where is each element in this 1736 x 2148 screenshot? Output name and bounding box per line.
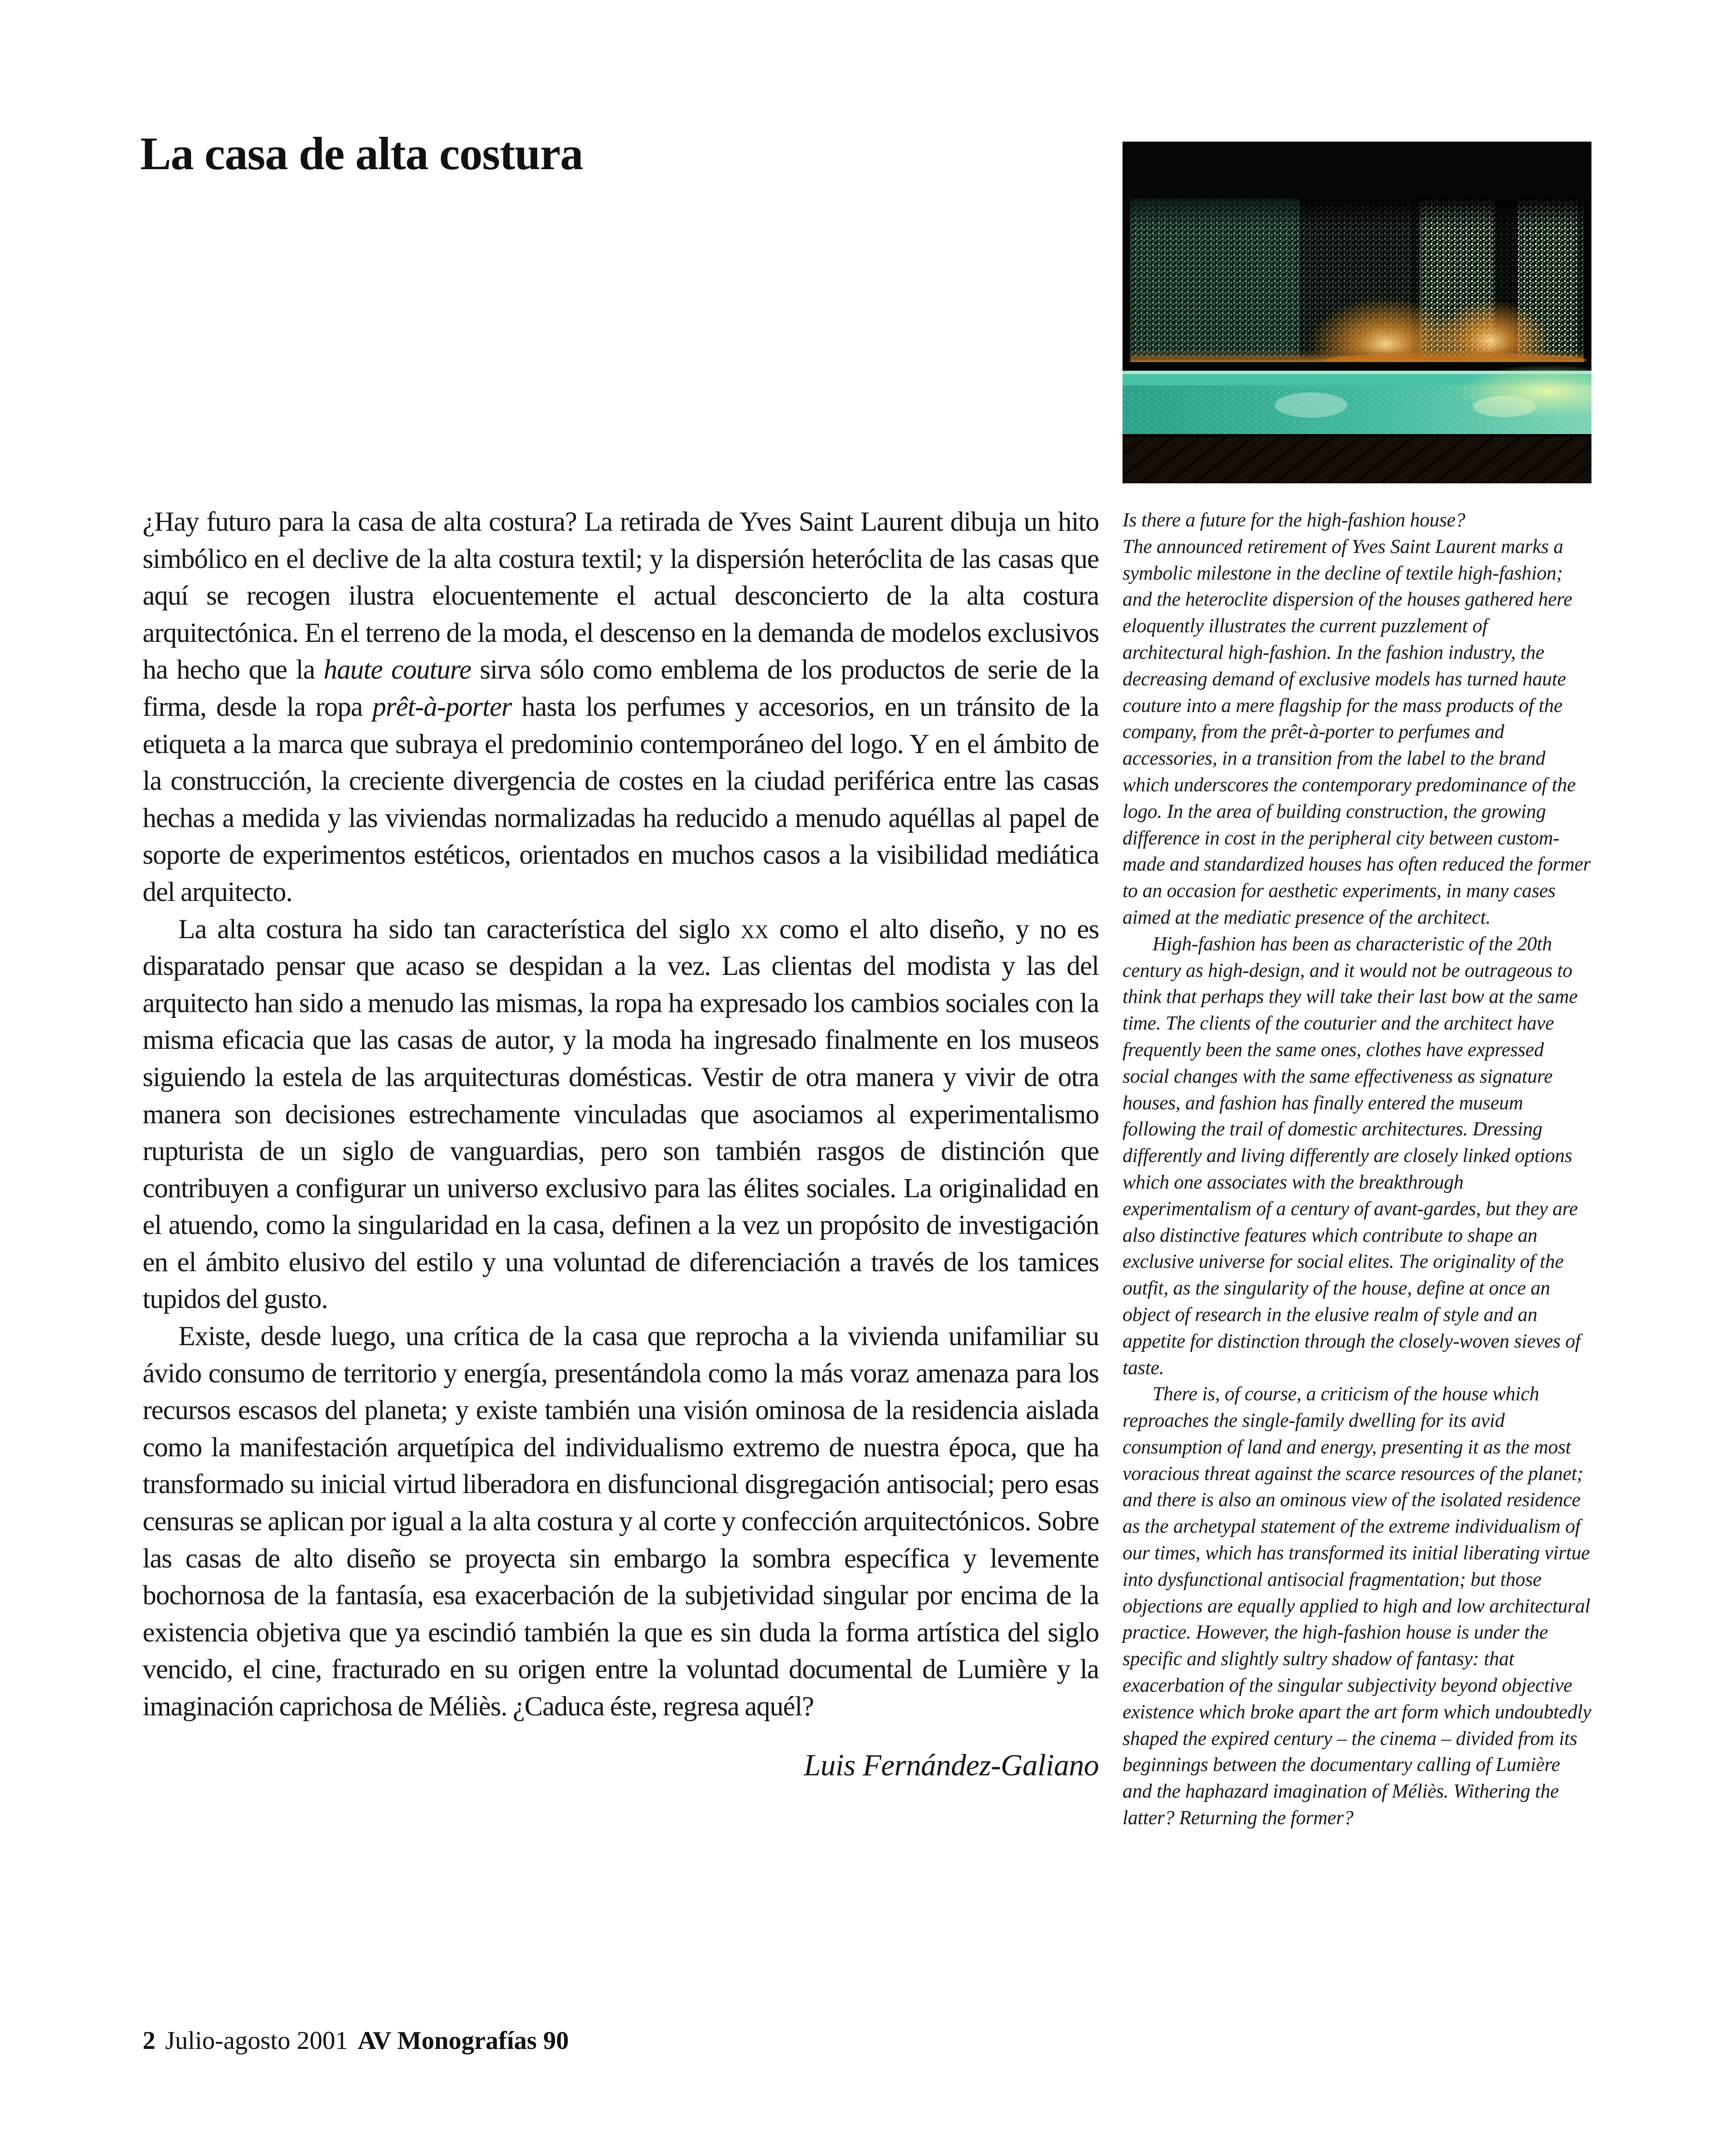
text-segment: como el alto diseño, y no es disparatado pensar que acaso se despidan a la vez. Las clientas del modista y las del arquitecto han sido a menudo las mismas, la ropa ha expresado los cambios sociales con la misma eficacia que las casas de autor, y la moda ha ingresado finalmente en los museos siguiendo la estela de las arquitecturas domésticas. Vestir de otra manera y vivir de otra manera son decisiones estrechamente vinculadas que asociamos al experimentalismo rupturista de un siglo de vanguardias, pero son también rasgos de distinción que contribuyen a configurar un universo exclusivo para las élites sociales. La originalidad en el atuendo, como la singularidad en la casa, definen a la vez un propósito de investigación en el ámbito elusivo del estilo y una voluntad de diferenciación a través de los tamices tupidos del gusto. bbox=[143, 914, 1099, 1315]
journal-title: AV Monografías 90 bbox=[357, 2027, 569, 2055]
text-segment: There is, of course, a criticism of the house which reproaches the single-family dwelling for its avid consumption of land and energy, presenting it as the most voracious threat against the scarce resources of the planet; and there is also an ominous view of the isolated residence as the archetypal statement of the extreme individualism of our times, which has transformed its initial liberating virtue into dysfunctional antisocial fragmentation; but those objections are equally applied to high and low architectural practice. However, the high-fashion house is under the specific and slightly sultry shadow of fantasy: that exacerbation of the singular subjectivity beyond objective existence which broke apart the art form which undoubtedly shaped the expired century – the cinema – divided from its beginnings between the documentary calling of Lumière and the haphazard imagination of Méliès. Withering the latter? Returning the former? bbox=[1123, 1382, 1591, 1829]
english-translation-column bbox=[1123, 507, 1592, 1831]
text-segment: ¿Hay futuro para la casa de alta costura? La retirada de Yves Saint Laurent dibuja un hito simbólico en el declive de la alta costura textil; y la dispersión heteróclita de las casas que aquí se recogen ilustra elocuentemente el actual desconcierto de la alta costura arquitectónica. En el terreno de la moda, el descenso en la demanda de modelos exclusivos ha hecho que la bbox=[143, 507, 1099, 685]
text-segment: xx bbox=[741, 914, 769, 944]
spanish-article-column bbox=[143, 504, 1099, 1783]
pool-photo-graphic bbox=[1123, 142, 1591, 483]
text-segment: La alta costura ha sido tan característica del siglo bbox=[178, 914, 741, 944]
paragraph bbox=[1123, 1380, 1592, 1831]
page-footer bbox=[143, 2026, 569, 2055]
text-segment: High-fashion has been as characteristic of the 20th century as high-design, and it would not be outrageous to think that perhaps they will take their last bow at the same time. The clients of the couturier and the architect have frequently been the same ones, clothes have expressed social changes with the same effectiveness as signature houses, and fashion has finally entered the museum following the trail of domestic architectures. Dressing differently and living differently are closely linked options which one associates with the breakthrough experimentalism of a century of avant-gardes, but they are also distinctive features which contribute to shape an exclusive universe for social elites. The originality of the outfit, as the singularity of the house, define at once an object of research in the elusive realm of style and an appetite for distinction through the closely-woven sieves of taste. bbox=[1123, 932, 1581, 1379]
pool-night-photo bbox=[1123, 142, 1591, 483]
issue-date: Julio-agosto 2001 bbox=[165, 2027, 348, 2055]
paragraph bbox=[1123, 507, 1592, 533]
text-segment: sirva sólo como emblema de los productos de serie de la firma, desde la ropa bbox=[143, 654, 1099, 722]
paragraph bbox=[1123, 533, 1592, 930]
page-number: 2 bbox=[143, 2027, 156, 2055]
page-title: La casa de alta costura bbox=[140, 128, 583, 179]
paragraph bbox=[143, 1318, 1099, 1726]
spanish-paragraphs bbox=[143, 504, 1099, 1726]
paragraph bbox=[143, 911, 1099, 1319]
text-segment: Is there a future for the high-fashion house? bbox=[1123, 508, 1465, 531]
author-signature: Luis Fernández-Galiano bbox=[803, 1748, 1099, 1782]
paragraph bbox=[143, 504, 1099, 911]
text-segment: haute couture bbox=[323, 654, 471, 685]
english-paragraphs bbox=[1123, 507, 1592, 1831]
text-segment: hasta los perfumes y accesorios, en un tránsito de la etiqueta a la marca que subraya el predominio contemporáneo del logo. Y en el ámbito de la construcción, la creciente divergencia de costes en la ciudad periférica entre las casas hechas a medida y las viviendas normalizadas ha reducido a menudo aquéllas al papel de soporte de experimentos estéticos, orientados en muchos casos a la visibilidad mediática del arquitecto. bbox=[143, 691, 1099, 907]
text-segment: Existe, desde luego, una crítica de la casa que reprocha a la vivienda unifamiliar su ávido consumo de territorio y energía, presentándola como la más voraz amenaza para los recursos escasos del planeta; y existe también una visión ominosa de la residencia aislada como la manifestación arquetípica del individualismo extremo de nuestra época, que ha transformado su inicial virtud liberadora en disfuncional disgregación antisocial; pero esas censuras se aplican por igual a la alta costura y al corte y confección arquitectónicos. Sobre las casas de alto diseño se proyecta sin embargo la sombra específica y levemente bochornosa de la fantasía, esa exacerbación de la subjetividad singular por encima de la existencia objetiva que ya escindió también la que es sin duda la forma artística del siglo vencido, el cine, fracturado en su origen entre la voluntad documental de Lumière y la imaginación caprichosa de Méliès. ¿Caduca éste, regresa aquél? bbox=[143, 1321, 1099, 1722]
text-segment: The announced retirement of Yves Saint Laurent marks a symbolic milestone in the decline of textile high-fashion; and the heteroclite dispersion of the houses gathered here eloquently illustrates the current puzzlement of architectural high-fashion. In the fashion industry, the decreasing demand of exclusive models has turned haute couture into a mere flagship for the mass products of the company, from the prêt-à-porter to perfumes and accessories, in a transition from the label to the brand which underscores the contemporary predominance of the logo. In the area of building construction, the growing difference in cost in the peripheral city between custom-made and standardized houses has often reduced the former to an occasion for aesthetic experiments, in many cases aimed at the mediatic presence of the architect. bbox=[1123, 535, 1591, 928]
text-segment: prêt-à-porter bbox=[372, 691, 512, 722]
paragraph bbox=[1123, 930, 1592, 1381]
